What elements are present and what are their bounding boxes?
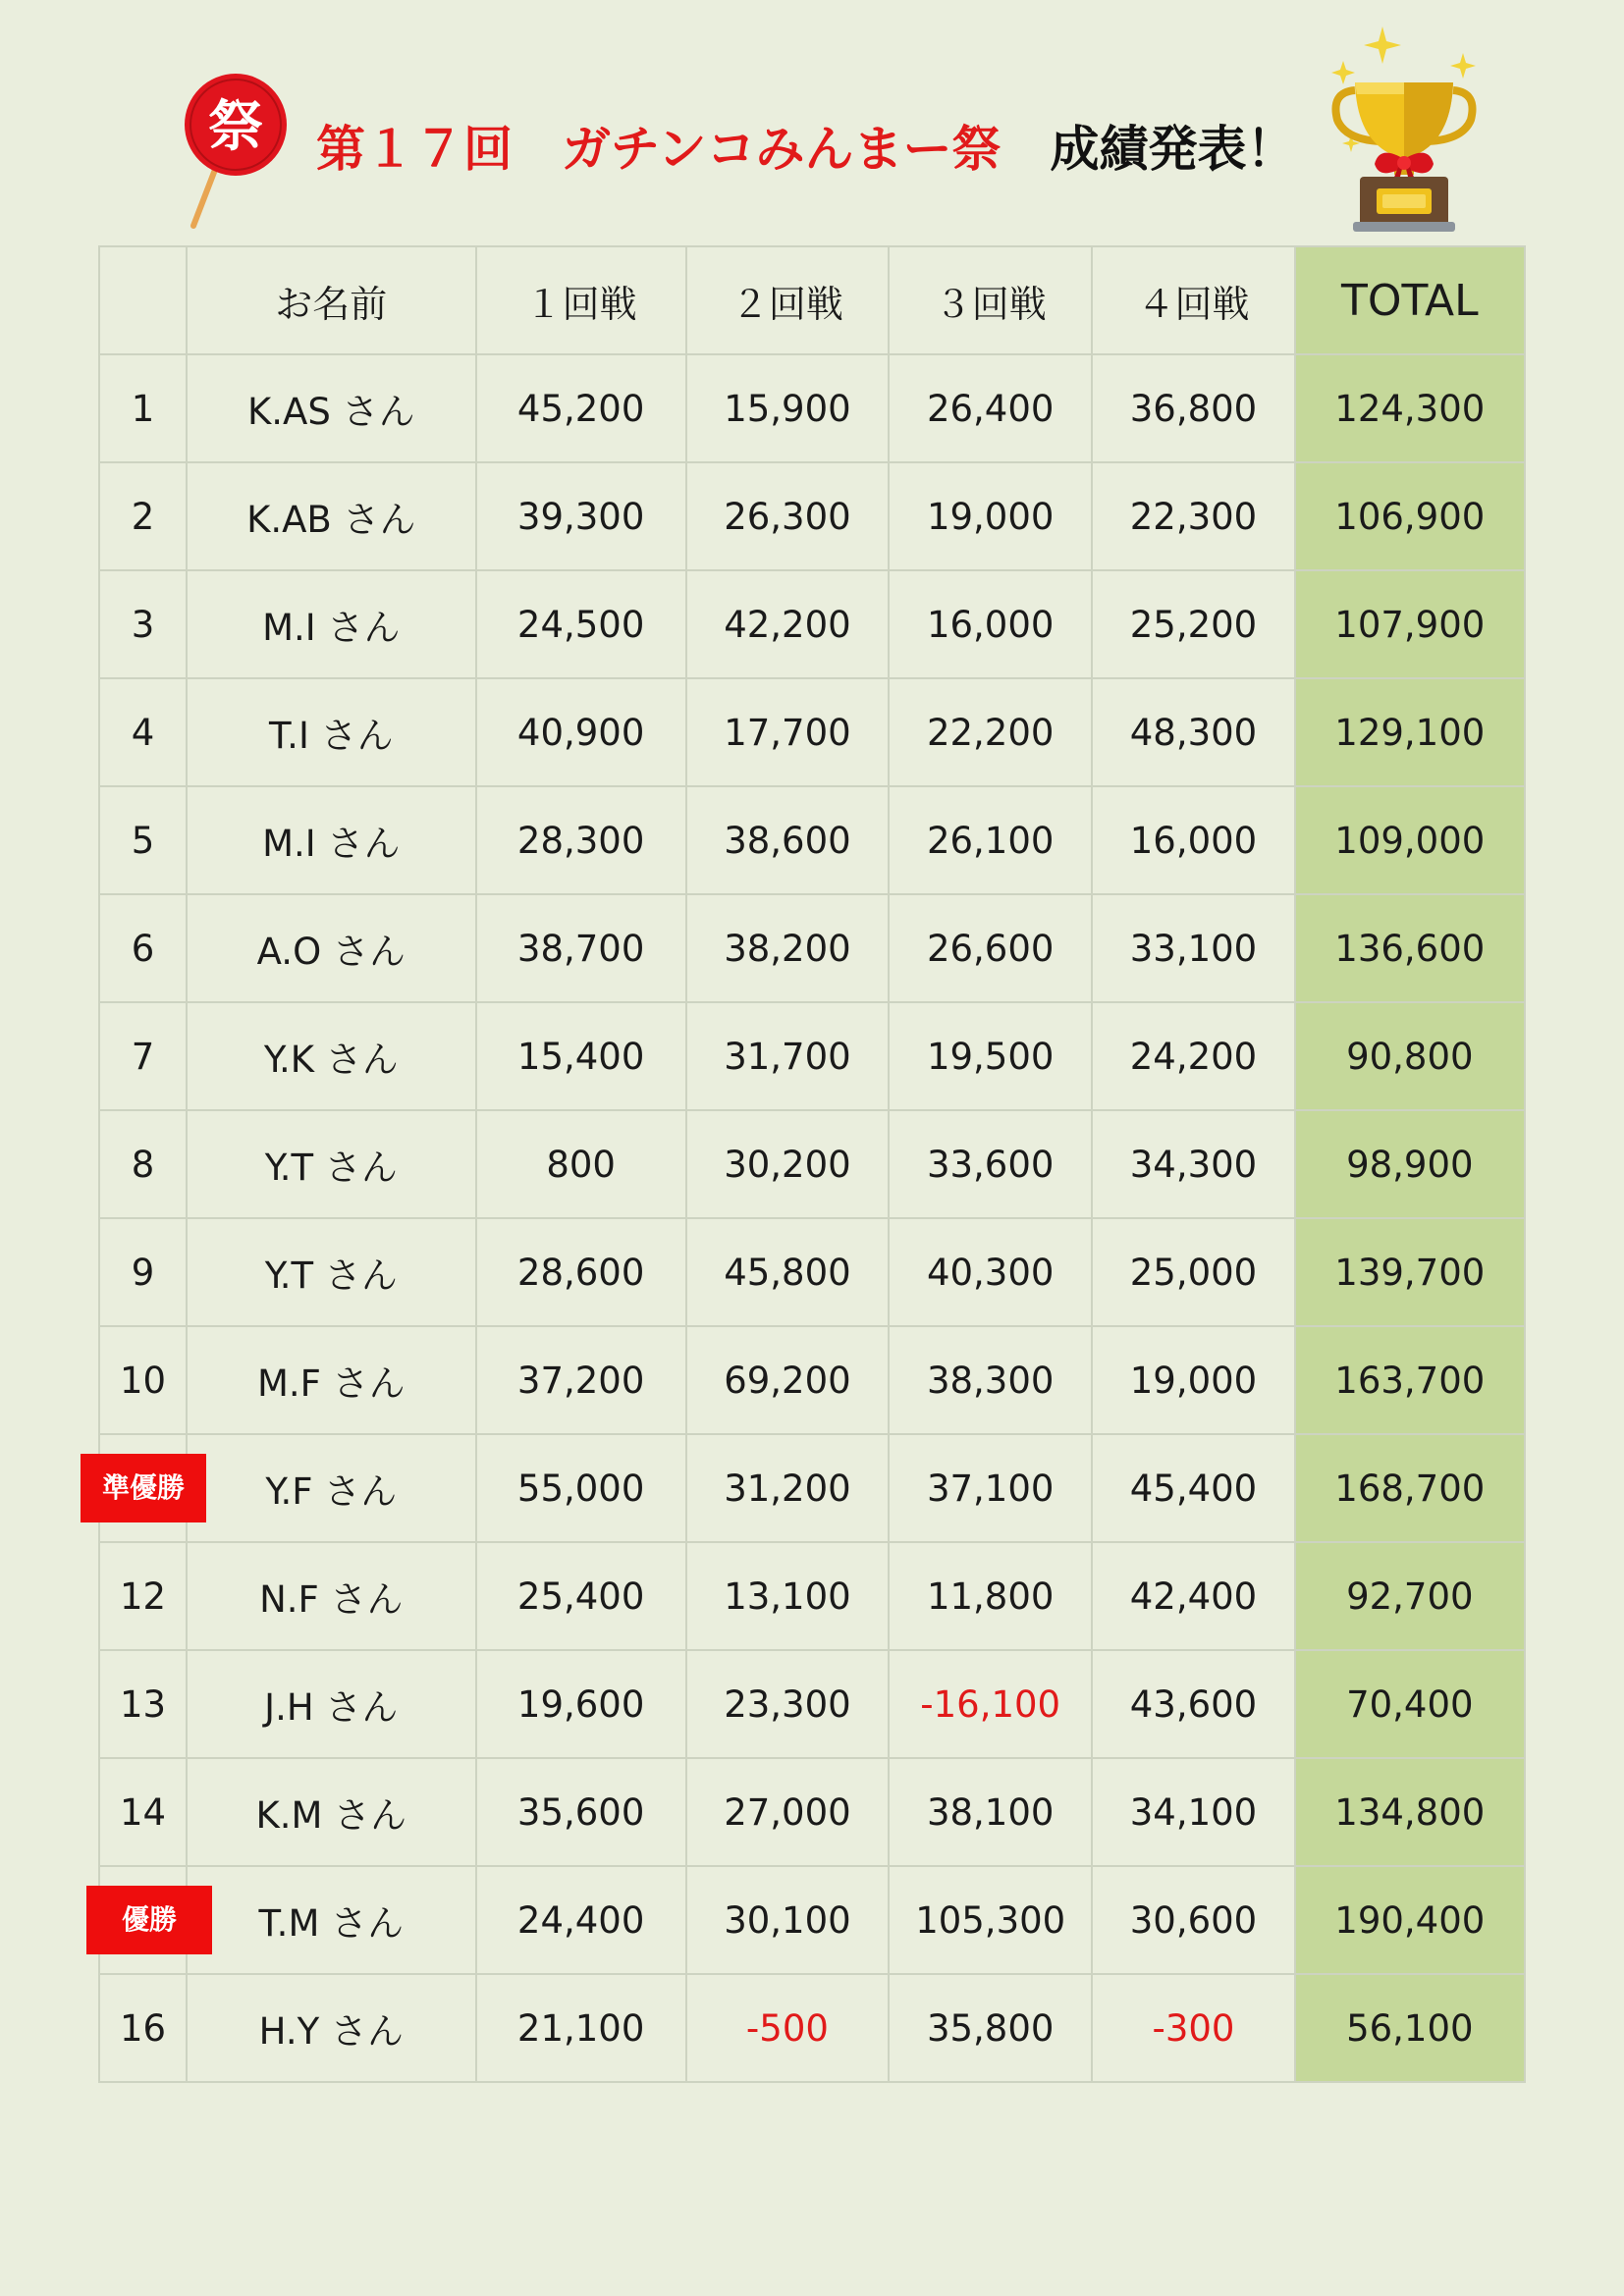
table-row: [99, 894, 1525, 1002]
rank-cell: 1: [99, 354, 187, 462]
results-table: [98, 245, 1526, 2083]
participant-name: K.AB さん: [187, 462, 475, 570]
rank-cell: 8: [99, 1110, 187, 1218]
round-2-score: 13,100: [686, 1542, 889, 1650]
round-1-score: 55,000: [476, 1434, 686, 1542]
round-3-score: 38,300: [889, 1326, 1092, 1434]
round-4-score: 45,400: [1092, 1434, 1294, 1542]
winner-badge: 優勝: [86, 1886, 212, 1954]
total-score: 136,600: [1295, 894, 1525, 1002]
round-4-score: 24,200: [1092, 1002, 1294, 1110]
total-score: 129,100: [1295, 678, 1525, 786]
table-row: [99, 786, 1525, 894]
round-1-score: 24,400: [476, 1866, 686, 1974]
round-4-score: 22,300: [1092, 462, 1294, 570]
round-3-score: 37,100: [889, 1434, 1092, 1542]
participant-name: Y.T さん: [187, 1110, 475, 1218]
round-3-score: 16,000: [889, 570, 1092, 678]
rank-cell: 13: [99, 1650, 187, 1758]
header-round-1: １回戦: [476, 246, 686, 354]
round-3-score: 22,200: [889, 678, 1092, 786]
total-score: 98,900: [1295, 1110, 1525, 1218]
round-2-score: 30,100: [686, 1866, 889, 1974]
total-score: 190,400: [1295, 1866, 1525, 1974]
round-3-score: -16,100: [889, 1650, 1092, 1758]
round-2-score: 17,700: [686, 678, 889, 786]
total-score: 163,700: [1295, 1326, 1525, 1434]
table-row: [99, 1002, 1525, 1110]
round-2-score: 15,900: [686, 354, 889, 462]
round-3-score: 33,600: [889, 1110, 1092, 1218]
participant-name: J.H さん: [187, 1650, 475, 1758]
participant-name: H.Y さん: [187, 1974, 475, 2082]
participant-name: Y.K さん: [187, 1002, 475, 1110]
round-2-score: 38,600: [686, 786, 889, 894]
round-3-score: 19,500: [889, 1002, 1092, 1110]
round-4-score: 34,100: [1092, 1758, 1294, 1866]
rank-cell: 12: [99, 1542, 187, 1650]
round-1-score: 45,200: [476, 354, 686, 462]
round-3-score: 26,600: [889, 894, 1092, 1002]
rank-cell: 16: [99, 1974, 187, 2082]
round-3-score: 26,400: [889, 354, 1092, 462]
header-name: お名前: [187, 246, 475, 354]
rank-cell: 9: [99, 1218, 187, 1326]
round-1-score: 37,200: [476, 1326, 686, 1434]
round-1-score: 21,100: [476, 1974, 686, 2082]
header-round-2: ２回戦: [686, 246, 889, 354]
total-score: 70,400: [1295, 1650, 1525, 1758]
round-4-score: 33,100: [1092, 894, 1294, 1002]
round-3-score: 26,100: [889, 786, 1092, 894]
rank-cell: [99, 1866, 187, 1974]
round-1-score: 35,600: [476, 1758, 686, 1866]
round-4-score: 19,000: [1092, 1326, 1294, 1434]
page-title: [316, 110, 1296, 188]
participant-name: Y.T さん: [187, 1218, 475, 1326]
header-round-3: ３回戦: [889, 246, 1092, 354]
participant-name: T.M さん: [187, 1866, 475, 1974]
round-4-score: 36,800: [1092, 354, 1294, 462]
round-1-score: 15,400: [476, 1002, 686, 1110]
total-score: 90,800: [1295, 1002, 1525, 1110]
participant-name: Y.F さん: [187, 1434, 475, 1542]
table-row: [99, 354, 1525, 462]
round-2-score: 26,300: [686, 462, 889, 570]
round-2-score: 30,200: [686, 1110, 889, 1218]
total-score: 109,000: [1295, 786, 1525, 894]
participant-name: K.AS さん: [187, 354, 475, 462]
table-row: [99, 1434, 1525, 1542]
table-row: [99, 1974, 1525, 2082]
round-4-score: 25,000: [1092, 1218, 1294, 1326]
runner-up-badge: 準優勝: [81, 1454, 206, 1522]
round-2-score: 69,200: [686, 1326, 889, 1434]
round-1-score: 38,700: [476, 894, 686, 1002]
total-score: 56,100: [1295, 1974, 1525, 2082]
total-score: 107,900: [1295, 570, 1525, 678]
header-total: TOTAL: [1295, 246, 1525, 354]
round-4-score: 48,300: [1092, 678, 1294, 786]
round-1-score: 28,300: [476, 786, 686, 894]
table-row: [99, 1542, 1525, 1650]
round-4-score: 43,600: [1092, 1650, 1294, 1758]
rank-cell: 2: [99, 462, 187, 570]
round-1-score: 19,600: [476, 1650, 686, 1758]
participant-name: M.I さん: [187, 786, 475, 894]
round-3-score: 105,300: [889, 1866, 1092, 1974]
participant-name: N.F さん: [187, 1542, 475, 1650]
rank-cell: 10: [99, 1326, 187, 1434]
participant-name: A.O さん: [187, 894, 475, 1002]
rank-cell: 14: [99, 1758, 187, 1866]
table-row: [99, 1110, 1525, 1218]
round-1-score: 800: [476, 1110, 686, 1218]
table-row: [99, 1218, 1525, 1326]
header-rank: [99, 246, 187, 354]
table-row: [99, 1866, 1525, 1974]
participant-name: K.M さん: [187, 1758, 475, 1866]
round-2-score: 23,300: [686, 1650, 889, 1758]
round-2-score: 27,000: [686, 1758, 889, 1866]
total-score: 134,800: [1295, 1758, 1525, 1866]
total-score: 106,900: [1295, 462, 1525, 570]
page-header: [0, 0, 1624, 245]
table-row: [99, 462, 1525, 570]
round-2-score: 31,700: [686, 1002, 889, 1110]
round-2-score: -500: [686, 1974, 889, 2082]
table-row: [99, 1650, 1525, 1758]
title-event: 第１７回 ガチンコみんまー祭: [316, 121, 1001, 178]
rank-cell: [99, 1434, 187, 1542]
round-3-score: 19,000: [889, 462, 1092, 570]
table-header-row: [99, 246, 1525, 354]
rank-cell: 4: [99, 678, 187, 786]
round-4-score: 42,400: [1092, 1542, 1294, 1650]
participant-name: M.F さん: [187, 1326, 475, 1434]
trophy-icon: [1326, 22, 1483, 233]
round-1-score: 28,600: [476, 1218, 686, 1326]
rank-cell: 7: [99, 1002, 187, 1110]
table-row: [99, 1758, 1525, 1866]
round-3-score: 38,100: [889, 1758, 1092, 1866]
round-1-score: 40,900: [476, 678, 686, 786]
title-results: 成績発表！: [1050, 121, 1296, 178]
round-2-score: 38,200: [686, 894, 889, 1002]
round-3-score: 35,800: [889, 1974, 1092, 2082]
table-row: [99, 678, 1525, 786]
round-4-score: 34,300: [1092, 1110, 1294, 1218]
table-row: [99, 570, 1525, 678]
total-score: 124,300: [1295, 354, 1525, 462]
table-row: [99, 1326, 1525, 1434]
fan-kanji: 祭: [208, 95, 263, 159]
round-3-score: 40,300: [889, 1218, 1092, 1326]
round-4-score: 30,600: [1092, 1866, 1294, 1974]
total-score: 92,700: [1295, 1542, 1525, 1650]
rank-cell: 3: [99, 570, 187, 678]
round-2-score: 31,200: [686, 1434, 889, 1542]
round-2-score: 42,200: [686, 570, 889, 678]
participant-name: M.I さん: [187, 570, 475, 678]
round-4-score: 25,200: [1092, 570, 1294, 678]
round-1-score: 39,300: [476, 462, 686, 570]
total-score: 168,700: [1295, 1434, 1525, 1542]
round-1-score: 25,400: [476, 1542, 686, 1650]
round-3-score: 11,800: [889, 1542, 1092, 1650]
round-1-score: 24,500: [476, 570, 686, 678]
rank-cell: 5: [99, 786, 187, 894]
round-4-score: -300: [1092, 1974, 1294, 2082]
rank-cell: 6: [99, 894, 187, 1002]
header-round-4: ４回戦: [1092, 246, 1294, 354]
round-4-score: 16,000: [1092, 786, 1294, 894]
total-score: 139,700: [1295, 1218, 1525, 1326]
participant-name: T.I さん: [187, 678, 475, 786]
round-2-score: 45,800: [686, 1218, 889, 1326]
festival-fan-icon: [169, 74, 297, 231]
